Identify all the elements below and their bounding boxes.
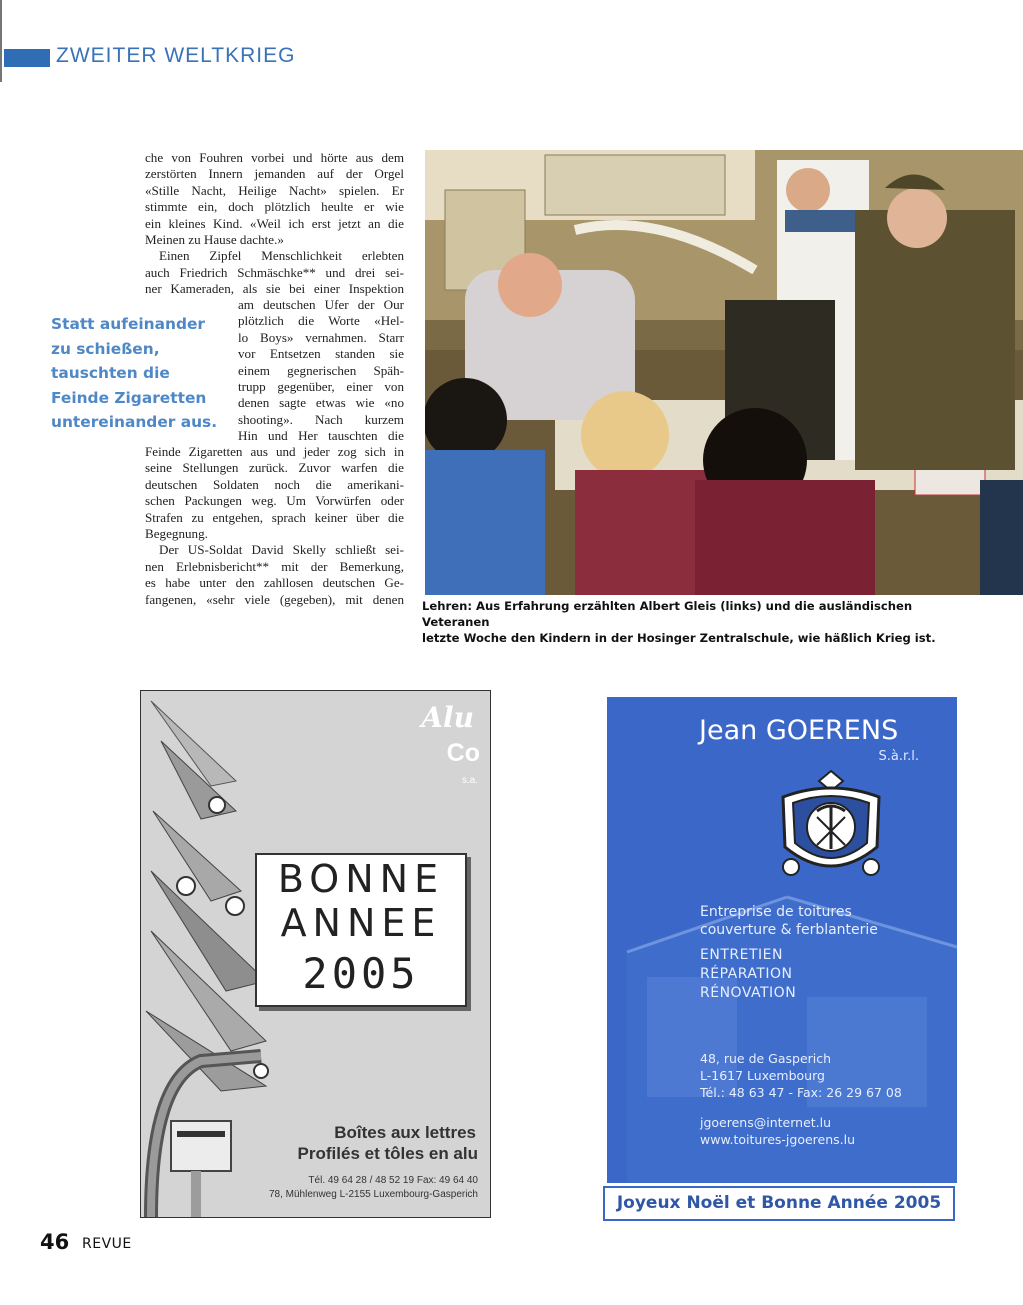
pull-quote	[51, 312, 217, 435]
section-title: ZWEITER WELTKRIEG	[56, 44, 296, 67]
goerens-name: Jean GOERENS	[699, 715, 899, 746]
aluco-address: 78, Mühlenweg L-2155 Luxembourg-Gasperich	[268, 1189, 478, 1200]
goerens-legal-form: S.à.r.l.	[878, 749, 919, 764]
aluco-advertisement	[140, 690, 491, 1218]
text-line: lo Boys» vernahmen. Starr	[238, 329, 404, 345]
guild-emblem-icon	[777, 767, 885, 885]
bonne-annee-sign	[255, 853, 467, 1007]
pull-quote-line: Statt aufeinander	[51, 315, 205, 333]
text-line: zerstörten Innern jemanden auf der Orgel	[145, 166, 404, 182]
text-line: stimmte ein, doch plötzlich heulte er wie	[145, 199, 404, 215]
goerens-advertisement	[607, 697, 957, 1221]
aluco-logo-alu: Alu	[421, 701, 474, 734]
text-line: seine Stellungen zurück. Zuvor warfen die	[145, 460, 404, 476]
text-line: einem gegnerischen Späh-	[238, 362, 404, 378]
goerens-tagline-1: Entreprise de toitures	[700, 904, 852, 920]
section-color-bar	[4, 49, 50, 67]
pull-quote-line: Feinde Zigaretten	[51, 388, 207, 407]
classroom-photo	[425, 150, 1023, 595]
goerens-service: RÉPARATION	[700, 966, 793, 982]
text-line: che von Fouhren vorbei und hörte aus dem	[145, 150, 404, 165]
goerens-address-line: L-1617 Luxembourg	[700, 1068, 825, 1083]
text-line: Meinen zu Hause dachte.»	[145, 232, 284, 248]
paragraph-1	[145, 150, 404, 298]
pull-quote-line: zu schießen,	[51, 339, 160, 358]
goerens-panel	[607, 697, 957, 1183]
text-line: schen Packungen weg. Um Vorwürfen oder	[145, 493, 404, 509]
goerens-greeting: Joyeux Noël et Bonne Année 2005	[603, 1186, 955, 1221]
text-line: ner Kameraden, als sie bei einer Inspektion	[145, 281, 404, 297]
caption-line: Lehren: Aus Erfahrung erzählten Albert Gleis (links) und die ausländischen Veteranen	[422, 599, 913, 629]
text-line: am deutschen Ufer der Our	[238, 297, 404, 312]
text-line: vor Entsetzen standen sie	[238, 346, 404, 362]
photo-illustration	[425, 150, 1023, 595]
text-line: fangenen, «sehr viele (gegeben), mit denen	[145, 591, 404, 607]
aluco-slogan-1: Boîtes aux lettres	[334, 1123, 476, 1142]
pull-quote-line: untereinander aus.	[51, 413, 218, 431]
text-line: Begegnung.	[145, 526, 208, 542]
text-line: Hin und Her tauschten die	[238, 428, 404, 444]
goerens-service: RÉNOVATION	[700, 985, 797, 1001]
sign-line: BONNE	[277, 857, 445, 901]
text-line: nen Erlebnisbericht** mit der Bemerkung,	[145, 558, 404, 574]
goerens-service: ENTRETIEN	[700, 947, 783, 963]
aluco-logo-co: Co	[446, 739, 480, 767]
aluco-slogan-2: Profilés et tôles en alu	[297, 1144, 478, 1163]
text-line: shooting». Nach kurzem	[238, 411, 404, 427]
text-line: es habe unter den zahllosen deutschen Ge-	[145, 575, 404, 591]
caption-line: letzte Woche den Kindern in der Hosinger Zentralschule, wie häßlich Krieg ist.	[422, 631, 936, 645]
magazine-name: REVUE	[82, 1236, 132, 1252]
aluco-phone: Tél. 49 64 28 / 48 52 19 Fax: 49 64 40	[308, 1175, 478, 1186]
text-line: ein kleines Kind. «Weil ich erst jetzt an die	[145, 215, 404, 231]
text-line: «Stille Nacht, Heilige Nacht» spielen. Er	[145, 182, 404, 198]
photo-caption	[422, 598, 982, 646]
text-line: plötzlich die Worte «Hel-	[238, 313, 404, 329]
goerens-website: www.toitures-jgoerens.lu	[700, 1132, 856, 1147]
goerens-address-line: Tél.: 48 63 47 - Fax: 26 29 67 08	[700, 1085, 902, 1100]
sign-line: 2005	[302, 949, 420, 998]
goerens-address-line: 48, rue de Gasperich	[700, 1051, 832, 1066]
text-line: auch Friedrich Schmäschke** und drei sei-	[145, 264, 404, 280]
sign-line: ANNEE	[280, 901, 442, 945]
pull-quote-line: tauschten die	[51, 364, 170, 382]
text-line: Einen Zipfel Menschlichkeit erlebten	[159, 248, 404, 264]
text-line: deutschen Soldaten noch die amerikani-	[145, 476, 404, 492]
left-rule	[0, 0, 2, 82]
text-line: Strafen zu entgehen, sprach keiner über die	[145, 509, 404, 525]
paragraph-2-narrow	[238, 297, 404, 445]
goerens-email: jgoerens@internet.lu	[700, 1115, 832, 1130]
text-line: Der US-Soldat David Skelly schließt sei-	[159, 542, 404, 558]
goerens-tagline-2: couverture & ferblanterie	[700, 922, 878, 938]
aluco-logo-sa: s.a.	[461, 775, 478, 786]
paragraph-3	[145, 444, 404, 608]
page-number: 46	[40, 1230, 70, 1254]
text-line: denen sagte etwas wie «no	[238, 395, 404, 411]
text-line: trupp gegenüber, einer von	[238, 379, 404, 395]
text-line: Feinde Zigaretten aus und jeder zog sich in	[145, 444, 404, 459]
